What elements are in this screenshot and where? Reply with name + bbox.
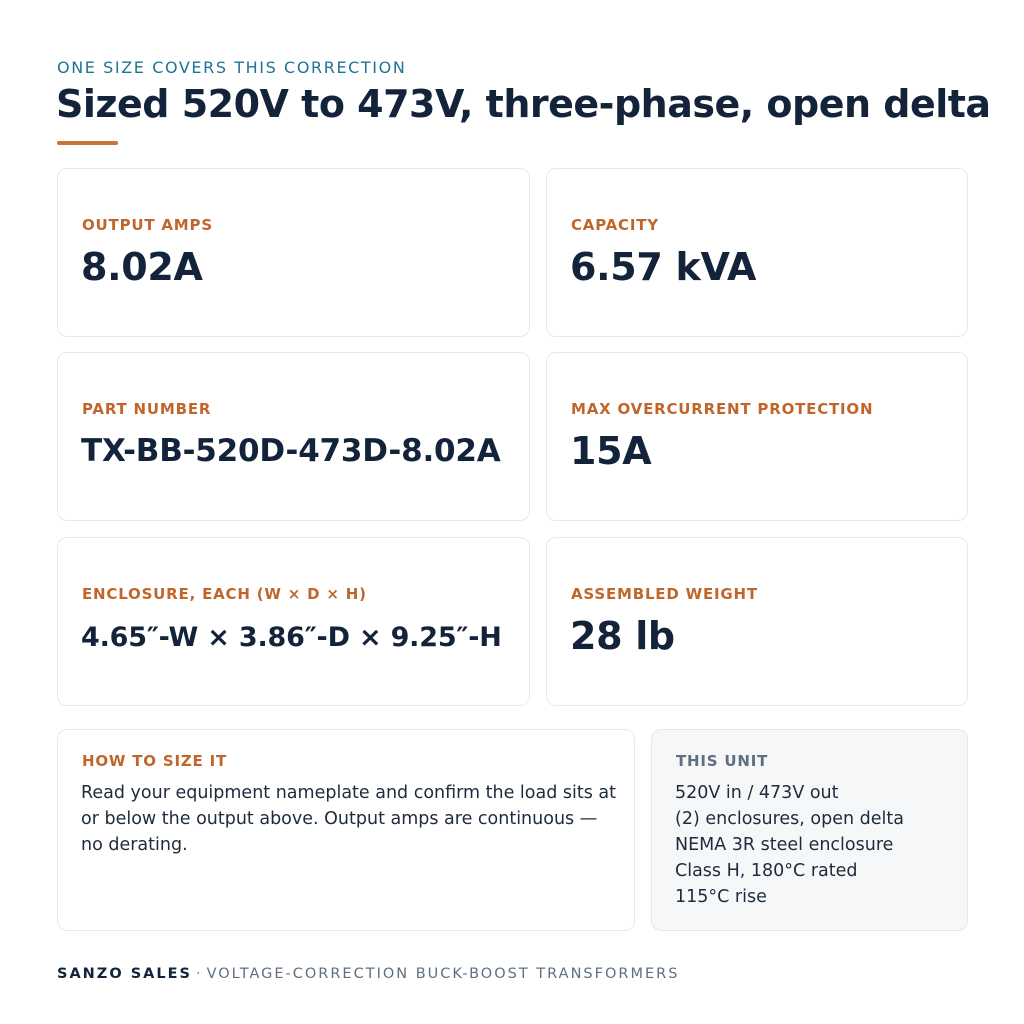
spec-card-enclosure xyxy=(57,537,530,706)
spec-value: 6.57 kVA xyxy=(570,245,757,289)
eyebrow: ONE SIZE COVERS THIS CORRECTION xyxy=(57,58,407,77)
how-to-size-panel xyxy=(57,729,635,931)
footer-tagline: VOLTAGE-CORRECTION BUCK-BOOST TRANSFORMERS xyxy=(206,966,680,982)
spec-card-max-ocp xyxy=(546,352,968,521)
spec-label: ENCLOSURE, EACH (W × D × H) xyxy=(82,585,367,603)
list-item: 520V in / 473V out xyxy=(675,783,839,803)
footer-brand: SANZO SALES xyxy=(57,966,192,982)
footer xyxy=(57,966,679,982)
how-to-body: Read your equipment nameplate and confirm the load sits at or below the output above. Output amps are continuous — no derating. xyxy=(81,783,617,855)
this-unit-panel xyxy=(651,729,968,931)
spec-value: 8.02A xyxy=(81,245,203,289)
spec-label: OUTPUT AMPS xyxy=(82,216,213,234)
spec-value: TX-BB-520D-473D-8.02A xyxy=(81,433,501,469)
spec-value: 28 lb xyxy=(570,614,675,658)
spec-label: CAPACITY xyxy=(571,216,659,234)
page-title: Sized 520V to 473V, three-phase, open delta xyxy=(56,82,991,126)
title-underline xyxy=(57,141,118,145)
spec-card-weight xyxy=(546,537,968,706)
how-to-label: HOW TO SIZE IT xyxy=(82,752,228,770)
list-item: (2) enclosures, open delta xyxy=(675,809,904,829)
this-unit-label: THIS UNIT xyxy=(676,752,769,770)
spec-card-part-number xyxy=(57,352,530,521)
list-item: NEMA 3R steel enclosure xyxy=(675,835,894,855)
spec-label: MAX OVERCURRENT PROTECTION xyxy=(571,400,874,418)
spec-label: PART NUMBER xyxy=(82,400,212,418)
spec-value: 15A xyxy=(570,429,652,473)
spec-label: ASSEMBLED WEIGHT xyxy=(571,585,758,603)
spec-card-capacity xyxy=(546,168,968,337)
footer-separator: · xyxy=(195,966,203,982)
list-item: 115°C rise xyxy=(675,887,767,907)
spec-value: 4.65″-W × 3.86″-D × 9.25″-H xyxy=(81,622,502,653)
spec-card-output-amps xyxy=(57,168,530,337)
this-unit-list xyxy=(675,780,904,910)
list-item: Class H, 180°C rated xyxy=(675,861,858,881)
